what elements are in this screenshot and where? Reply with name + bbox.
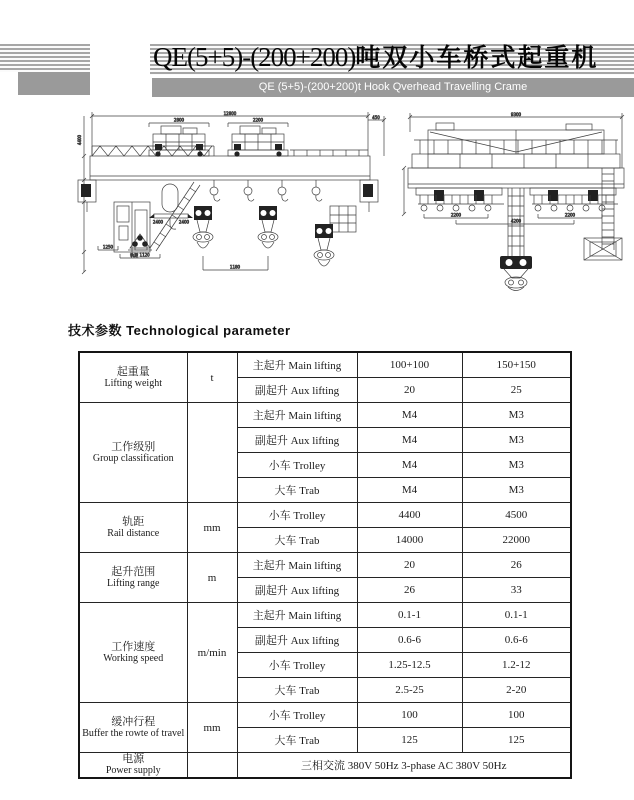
value-cell: 2.5-25 xyxy=(357,678,462,703)
group-name-en: Working speed xyxy=(103,652,164,664)
header-gray-bar-left xyxy=(18,72,90,95)
group-name-cell xyxy=(79,352,187,403)
group-name-cell xyxy=(79,753,187,779)
value-cell: 1.25-12.5 xyxy=(357,653,462,678)
value-cell: 2-20 xyxy=(462,678,571,703)
table-row xyxy=(79,553,571,578)
dim-label: 9300 xyxy=(510,111,522,117)
dim-label: 4400 xyxy=(77,134,82,146)
value-cell: 20 xyxy=(357,378,462,403)
value-cell: M4 xyxy=(357,453,462,478)
dim-label: 2400 xyxy=(152,219,164,225)
title-model-code: QE(5+5)-(200+200) xyxy=(153,42,356,72)
group-name-zh: 工作速度 xyxy=(111,640,156,653)
dim-label: 2200 xyxy=(450,212,462,218)
item-cell: 主起升 Main lifting xyxy=(237,553,357,578)
table-row xyxy=(79,403,571,428)
dim-label: 轨距 1120 xyxy=(130,252,150,258)
table-row xyxy=(79,503,571,528)
group-name-en: Buffer the rowte of travel xyxy=(82,727,185,739)
group-name-en: Lifting weight xyxy=(104,377,162,389)
group-name-zh: 起升范围 xyxy=(111,565,156,578)
value-cell: 150+150 xyxy=(462,352,571,378)
title-chinese: 吨双小车桥式起重机 xyxy=(355,44,599,72)
group-name-zh: 电源 xyxy=(122,753,145,765)
header-stripe-block xyxy=(0,44,90,72)
group-name-cell xyxy=(79,503,187,553)
value-cell: 0.1-1 xyxy=(357,603,462,628)
value-cell: M4 xyxy=(357,403,462,428)
group-name-en: Power supply xyxy=(105,765,161,776)
unit-cell: t xyxy=(187,352,237,403)
group-name-cell xyxy=(79,603,187,703)
value-cell: M3 xyxy=(462,453,571,478)
table-heading: 技术参数 Technological parameter xyxy=(68,323,291,338)
tech-parameter-table xyxy=(78,351,572,779)
item-cell: 副起升 Aux lifting xyxy=(237,578,357,603)
value-cell: M4 xyxy=(357,478,462,503)
unit-cell xyxy=(187,403,237,503)
dim-label: 2200 xyxy=(564,212,576,218)
item-cell: 大车 Trab xyxy=(237,528,357,553)
dim-label: 1180 xyxy=(229,264,241,270)
value-cell: 0.6-6 xyxy=(357,628,462,653)
value-cell: M3 xyxy=(462,403,571,428)
dim-label: 2400 xyxy=(178,219,190,225)
page-subtitle: QE (5+5)-(200+200)t Hook Qverhead Travelling Crame xyxy=(152,78,634,97)
dim-label: 2200 xyxy=(252,117,264,123)
unit-cell: mm xyxy=(187,503,237,553)
page-title xyxy=(153,40,598,79)
item-cell: 副起升 Aux lifting xyxy=(237,628,357,653)
group-name-zh: 缓冲行程 xyxy=(111,715,156,728)
item-cell: 大车 Trab xyxy=(237,478,357,503)
group-name-zh: 工作级别 xyxy=(111,440,156,453)
value-cell: 25 xyxy=(462,378,571,403)
crane-end-view-drawing xyxy=(398,110,634,298)
value-cell: 33 xyxy=(462,578,571,603)
value-cell: 0.1-1 xyxy=(462,603,571,628)
crane-front-view-drawing xyxy=(62,110,394,290)
item-cell: 小车 Trolley xyxy=(237,653,357,678)
table-row xyxy=(79,352,571,378)
value-cell: 125 xyxy=(357,728,462,753)
value-cell: 0.6-6 xyxy=(462,628,571,653)
table-row xyxy=(79,703,571,728)
item-cell: 小车 Trolley xyxy=(237,703,357,728)
dim-label: 4200 xyxy=(510,218,522,224)
value-cell: M4 xyxy=(357,428,462,453)
item-cell: 副起升 Aux lifting xyxy=(237,378,357,403)
item-cell: 主起升 Main lifting xyxy=(237,603,357,628)
group-name-zh: 起重量 xyxy=(116,365,150,378)
dim-label: 12800 xyxy=(223,110,237,116)
value-cell: 125 xyxy=(462,728,571,753)
value-cell: 22000 xyxy=(462,528,571,553)
group-name-en: Rail distance xyxy=(107,527,160,539)
value-cell: 4500 xyxy=(462,503,571,528)
unit-cell xyxy=(187,753,237,779)
value-cell: 100 xyxy=(357,703,462,728)
group-name-cell xyxy=(79,403,187,503)
value-cell: 26 xyxy=(462,553,571,578)
power-supply-value-cell: 三相交流 380V 50Hz 3-phase AC 380V 50Hz xyxy=(237,753,571,779)
group-name-cell xyxy=(79,553,187,603)
value-cell: 4400 xyxy=(357,503,462,528)
value-cell: 100+100 xyxy=(357,352,462,378)
value-cell: 1.2-12 xyxy=(462,653,571,678)
item-cell: 大车 Trab xyxy=(237,678,357,703)
dim-label: 450 xyxy=(372,114,380,120)
item-cell: 小车 Trolley xyxy=(237,503,357,528)
value-cell: M3 xyxy=(462,478,571,503)
group-name-zh: 轨距 xyxy=(122,515,145,528)
item-cell: 大车 Trab xyxy=(237,728,357,753)
item-cell: 主起升 Main lifting xyxy=(237,403,357,428)
dim-label: 2800 xyxy=(173,117,185,123)
group-name-en: Group classification xyxy=(92,452,174,464)
unit-cell: m xyxy=(187,553,237,603)
dim-label: 1250 xyxy=(102,244,114,250)
table-row xyxy=(79,603,571,628)
value-cell: 100 xyxy=(462,703,571,728)
value-cell: M3 xyxy=(462,428,571,453)
table-row xyxy=(79,753,571,779)
item-cell: 副起升 Aux lifting xyxy=(237,428,357,453)
item-cell: 小车 Trolley xyxy=(237,453,357,478)
unit-cell: mm xyxy=(187,703,237,753)
value-cell: 26 xyxy=(357,578,462,603)
value-cell: 20 xyxy=(357,553,462,578)
unit-cell: m/min xyxy=(187,603,237,703)
value-cell: 14000 xyxy=(357,528,462,553)
group-name-en: Lifting range xyxy=(107,577,160,589)
group-name-cell xyxy=(79,703,187,753)
item-cell: 主起升 Main lifting xyxy=(237,352,357,378)
